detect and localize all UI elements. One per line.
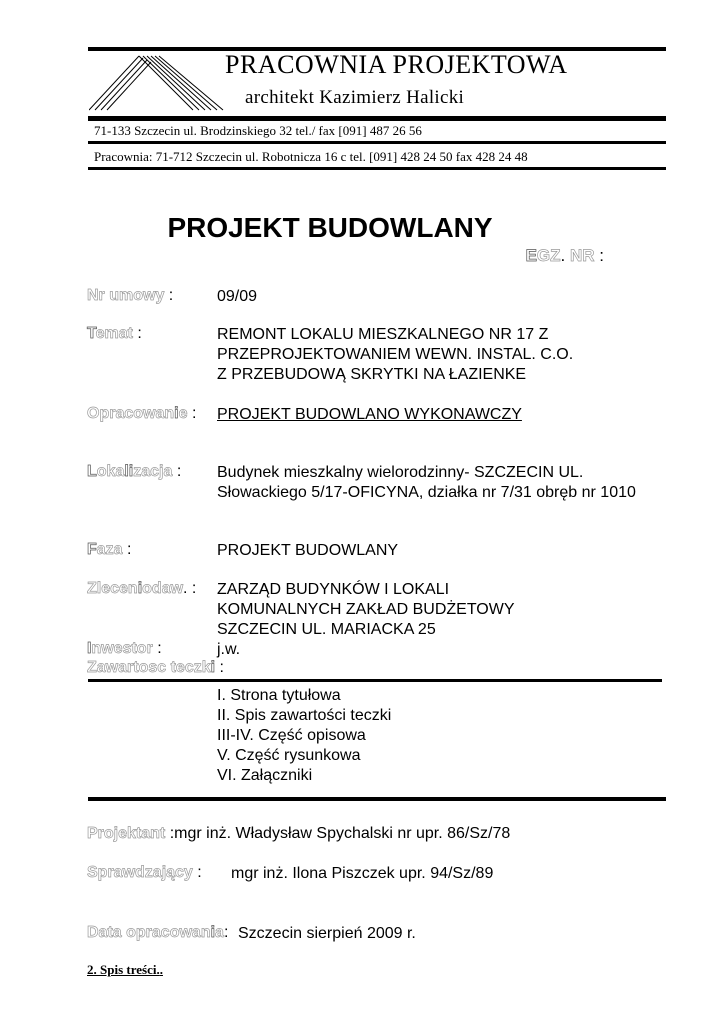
client-label-a: Zlecen <box>87 580 138 597</box>
egz-colon: : <box>594 246 604 265</box>
designer-label: Projektant <box>87 825 166 842</box>
investor-value: j.w. <box>217 641 241 658</box>
date-label-c: a <box>215 924 224 941</box>
location-label <box>87 463 181 481</box>
investor-sep: : <box>152 640 162 657</box>
subject-line: REMONT LOKALU MIESZKALNEGO NR 17 Z <box>217 326 549 343</box>
studio-line: Pracownia: 71-712 Szczecin ul. Robotnicza 16 c tel. [091] 428 24 50 fax 428 24 48 <box>94 149 528 164</box>
elaboration-label <box>87 405 196 423</box>
toc-heading-trail: . <box>159 962 163 977</box>
architect-name: architekt Kazimierz Halicki <box>245 87 465 108</box>
subject-sep: : <box>132 325 142 342</box>
contract-number-label-text: Nr umowy <box>87 287 165 304</box>
folder-contents-sep: : <box>215 659 224 676</box>
client-label-c: odaw <box>142 580 184 597</box>
header-rule-4 <box>88 167 666 170</box>
egz-rest: GZ <box>536 246 561 265</box>
date-label-b: i <box>210 924 216 941</box>
client-value <box>217 580 515 640</box>
location-sep: : <box>172 463 182 480</box>
location-label-b: oka <box>96 463 125 480</box>
phase-label-a: F <box>87 541 97 558</box>
client-sep: . : <box>183 580 197 597</box>
designer-value: mgr inż. Władysław Spychalski nr upr. 86/Sz/78 <box>174 825 511 842</box>
date-label <box>87 924 228 942</box>
checker-label <box>87 864 202 882</box>
subject-line: PRZEPROJEKTOWANIEM WEWN. INSTAL. C.O. <box>217 346 574 363</box>
location-line: Słowackiego 5/17-OFICYNA, działka nr 7/31 obręb nr 1010 <box>217 484 636 501</box>
date-value: Szczecin sierpień 2009 r. <box>238 925 416 942</box>
subject-line: Z PRZEBUDOWĄ SKRYTKI NA ŁAZIENKE <box>217 366 527 383</box>
date-label-a: Data opracowan <box>87 924 211 941</box>
phase-label-b: aza <box>96 541 123 558</box>
checker-value: mgr inż. Ilona Piszczek upr. 94/Sz/89 <box>231 865 494 882</box>
elaboration-value: PROJEKT BUDOWLANO WYKONAWCZY <box>217 406 522 423</box>
egz-dot: . <box>560 246 570 265</box>
investor-label-a: I <box>87 640 92 657</box>
checker-sep: : <box>192 864 202 881</box>
firm-name: PRACOWNIA PROJEKTOWA <box>225 50 568 79</box>
investor-label-b: nwestor <box>91 640 153 657</box>
contents-top-rule <box>88 679 662 682</box>
location-label-c: li <box>124 463 134 480</box>
elaboration-label-main: Opracowan <box>87 405 175 422</box>
location-label-d: zacja <box>133 463 173 480</box>
designer-row <box>87 825 510 843</box>
investor-label <box>87 640 162 658</box>
elaboration-label-i: i <box>174 405 179 422</box>
phase-value: PROJEKT BUDOWLANY <box>217 542 399 559</box>
list-item: V. Część rysunkowa <box>217 747 361 764</box>
subject-label-rest: emat <box>95 325 133 342</box>
client-label <box>87 580 196 598</box>
folder-contents-label <box>87 659 224 677</box>
roof-logo-icon <box>89 52 224 112</box>
phase-sep: : <box>122 541 132 558</box>
location-label-a: L <box>87 463 97 480</box>
elaboration-sep: : <box>187 405 197 422</box>
list-item: II. Spis zawartości teczki <box>217 707 392 724</box>
list-item: I. Strona tytułowa <box>217 687 341 704</box>
toc-heading <box>87 962 163 978</box>
subject-value <box>217 325 573 385</box>
contents-list <box>217 686 391 786</box>
header-rule-2 <box>88 116 666 121</box>
designer-sep: : <box>165 825 175 842</box>
client-line: ZARZĄD BUDYNKÓW I LOKALI <box>217 581 450 598</box>
contract-number-label <box>87 287 173 305</box>
contents-bottom-rule <box>88 797 666 801</box>
contract-number-sep: : <box>164 287 174 304</box>
checker-label-text: Sprawdzający <box>87 864 193 881</box>
egz-e: E <box>525 246 537 265</box>
location-line: Budynek mieszkalny wielorodzinny- SZCZECIN UL. <box>217 464 584 481</box>
client-label-b: i <box>137 580 143 597</box>
folder-contents-label-b: i <box>210 659 216 676</box>
client-line: SZCZECIN UL. MARIACKA 25 <box>217 621 436 638</box>
subject-label <box>87 325 142 343</box>
address-line: 71-133 Szczecin ul. Brodzinskiego 32 tel./ fax [091] 487 26 56 <box>94 123 422 138</box>
egz-nr: NR <box>569 246 595 265</box>
list-item: III-IV. Część opisowa <box>217 727 366 744</box>
folder-contents-label-a: Zawartosc teczk <box>87 659 211 676</box>
client-line: KOMUNALNYCH ZAKŁAD BUDŻETOWY <box>217 601 515 618</box>
document-title: PROJEKT BUDOWLANY <box>167 212 493 243</box>
toc-heading-text: 2. Spis treści. <box>87 962 160 977</box>
date-sep: : <box>223 924 229 941</box>
elaboration-label-e: e <box>178 405 188 422</box>
phase-label <box>87 541 131 559</box>
list-item: VI. Załączniki <box>217 767 313 784</box>
subject-label-first: T <box>87 325 96 342</box>
copy-number-label <box>526 246 604 266</box>
contract-number-value: 09/09 <box>217 288 258 305</box>
header-rule-3 <box>88 141 666 144</box>
location-value <box>217 463 636 503</box>
